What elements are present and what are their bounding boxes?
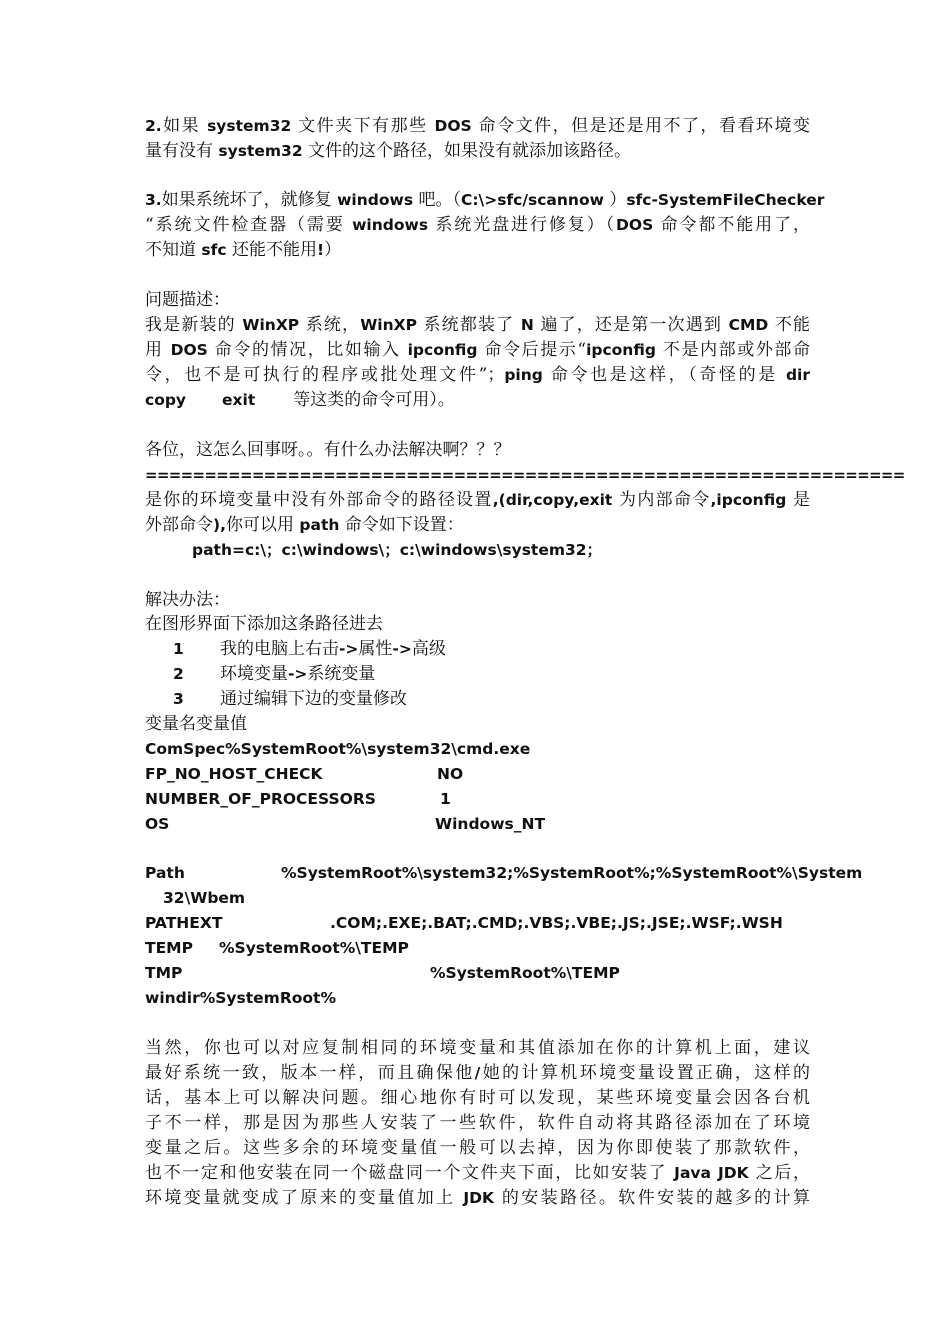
question-text: 各位，这怎么回事呀。。有什么办法解决啊？？？ bbox=[145, 440, 511, 460]
paragraph-2-line-2: 量有没有 system32 文件的这个路径，如果没有就添加该路径。 bbox=[145, 141, 632, 161]
step-number: 2 bbox=[173, 665, 184, 683]
path-command: path=c:\；c:\windows\；c:\windows\system32； bbox=[192, 541, 603, 559]
solution-intro: 在图形界面下添加这条路径进去 bbox=[145, 614, 383, 634]
problem-line-4: copy exit 等这类的命令可用）。 bbox=[145, 390, 455, 410]
var-value: NO bbox=[437, 765, 464, 783]
var-value: .COM;.EXE;.BAT;.CMD;.VBS;.VBE;.JS;.JSE;.WSF;.WSH bbox=[330, 914, 783, 932]
var-name: PATHEXT bbox=[145, 914, 223, 932]
problem-title: 问题描述： bbox=[145, 290, 230, 310]
solution-title: 解决办法： bbox=[145, 590, 230, 610]
paragraph-3-line-3: 不知道 sfc 还能不能用!） bbox=[145, 240, 342, 260]
step-text: 环境变量->系统变量 bbox=[220, 664, 376, 684]
var-name: windir%SystemRoot% bbox=[145, 989, 336, 1007]
var-value: 1 bbox=[440, 790, 451, 808]
step-text: 通过编辑下边的变量修改 bbox=[220, 689, 407, 709]
var-name: FP_NO_HOST_CHECK bbox=[145, 765, 323, 783]
problem-line-1: 我是新装的 WinXP 系统，WinXP 系统都装了 N 遍了，还是第一次遇到 CMD 不能 bbox=[145, 315, 811, 335]
var-value: %SystemRoot%\system32;%SystemRoot%;%SystemRoot%\System bbox=[281, 864, 863, 882]
answer-line-1: 是你的环境变量中没有外部命令的路径设置,(dir,copy,exit 为内部命令,ipconfig 是 bbox=[145, 490, 811, 510]
step-number: 3 bbox=[173, 690, 184, 708]
step-number: 1 bbox=[173, 640, 184, 658]
var-name: Path bbox=[145, 864, 185, 882]
closing-line-6: 也不一定和他安装在同一个磁盘同一个文件夹下面，比如安装了 Java JDK 之后， bbox=[145, 1163, 811, 1183]
closing-line-4: 子不一样，那是因为那些人安装了一些软件，软件自动将其路径添加在了环境 bbox=[145, 1113, 810, 1133]
var-name: TEMP bbox=[145, 939, 193, 957]
closing-line-1: 当然，你也可以对应复制相同的环境变量和其值添加在你的计算机上面，建议 bbox=[145, 1038, 810, 1058]
paragraph-2-line-1: 2.如果 system32 文件夹下有那些 DOS 命令文件，但是还是用不了，看看环境变 bbox=[145, 116, 811, 136]
paragraph-3-line-1: 3.如果系统坏了，就修复 windows 吧。（C:\>sfc/scannow ）sfc-SystemFileChecker bbox=[145, 190, 825, 210]
paragraph-3-line-2: “系统文件检查器（需要 windows 系统光盘进行修复）（DOS 命令都不能用了， bbox=[145, 215, 810, 235]
var-value: %SystemRoot%\TEMP bbox=[430, 964, 620, 982]
closing-line-2: 最好系统一致，版本一样，而且确保他/她的计算机环境变量设置正确，这样的 bbox=[145, 1063, 811, 1083]
closing-line-7: 环境变量就变成了原来的变量值加上 JDK 的安装路径。软件安装的越多的计算 bbox=[145, 1188, 810, 1208]
problem-line-2: 用 DOS 命令的情况，比如输入 ipconfig 命令后提示“ipconfig 不是内部或外部命 bbox=[145, 340, 810, 360]
var-value-continued: 32\Wbem bbox=[163, 889, 246, 907]
var-name: NUMBER_OF_PROCESSORS bbox=[145, 790, 376, 808]
var-value: Windows_NT bbox=[435, 815, 546, 833]
step-text: 我的电脑上右击->属性->高级 bbox=[220, 639, 446, 659]
separator-line: ================================================================ bbox=[145, 466, 905, 484]
var-name: ComSpec%SystemRoot%\system32\cmd.exe bbox=[145, 740, 531, 758]
var-name: OS bbox=[145, 815, 170, 833]
answer-line-2: 外部命令),你可以用 path 命令如下设置： bbox=[145, 515, 464, 535]
variables-header: 变量名变量值 bbox=[145, 714, 247, 734]
problem-line-3: 令，也不是可执行的程序或批处理文件”；ping 命令也是这样，（奇怪的是 dir bbox=[145, 365, 810, 385]
closing-line-3: 话，基本上可以解决问题。细心地你有时可以发现，某些环境变量会因各台机 bbox=[145, 1088, 810, 1108]
var-value: %SystemRoot%\TEMP bbox=[219, 939, 409, 957]
var-name: TMP bbox=[145, 964, 183, 982]
closing-line-5: 变量之后。这些多余的环境变量值一般可以去掉，因为你即使装了那款软件， bbox=[145, 1138, 810, 1158]
